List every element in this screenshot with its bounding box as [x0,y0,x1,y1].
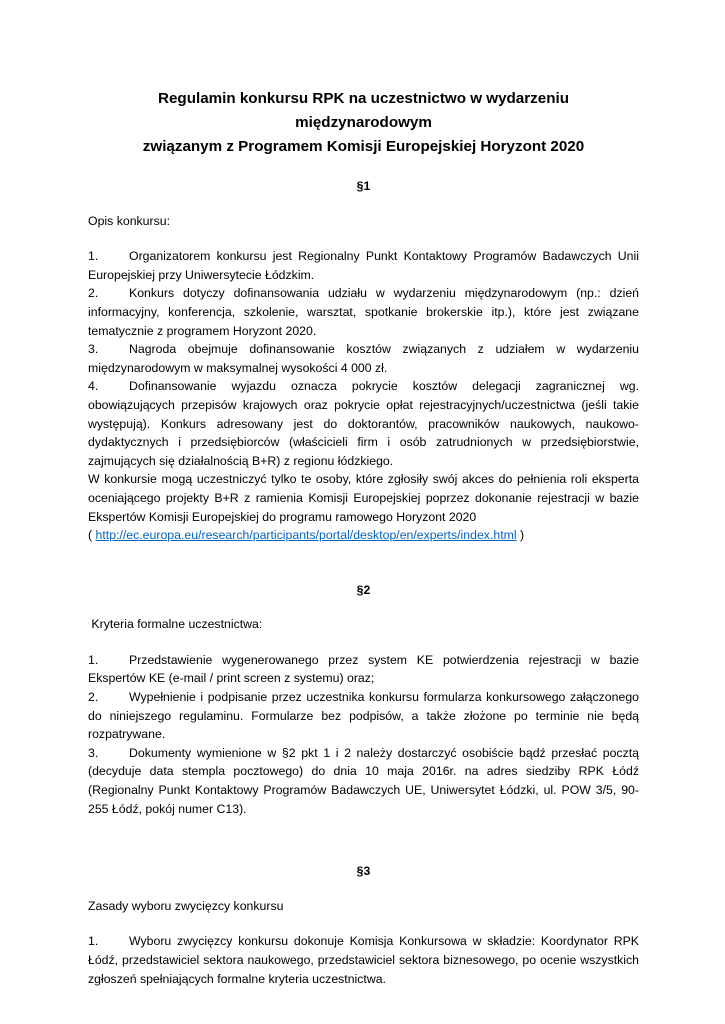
section-2-heading: Kryteria formalne uczestnictwa: [88,617,263,632]
section-3-mark: §3 [356,864,371,879]
item-number: 1. [88,934,99,949]
link-open-paren: ( [88,528,96,543]
item-text: Wyboru zwycięzcy konkursu dokonuje Komisja Konkursowa w składzie: Koordynator RPK Łódź, przedstawiciel sektora naukowego, przedstawiciel sektora biznesowego, po ocenie wszystkich zgłoszeń spełniających formalne kryteria uczestnictwa. [88,934,639,986]
spacer [88,818,639,862]
section-2-item-2 [88,688,639,744]
experts-database-link[interactable]: http://ec.europa.eu/research/participants/portal/desktop/en/experts/index.html [95,528,517,543]
section-2-item-3 [88,744,639,818]
item-text: Konkurs dotyczy dofinansowania udziału w wydarzeniu międzynarodowym (np.: dzień informacyjny, konferencja, szkolenie, warsztat, spotkanie brokerskie itp.), które jest związane tematycznie z programem Horyzont 2020. [88,286,639,338]
link-close-paren: ) [516,528,525,543]
section-1-mark: §1 [356,179,371,193]
section-3-item-1 [88,932,639,988]
item-text: Wypełnienie i podpisanie przez uczestnika konkursu formularza konkursowego załączonego do niniejszego regulaminu. Formularze bez podpisów, a także złożone po terminie nie będą rozpatrywane. [88,690,639,742]
section-1-item-4 [88,377,639,470]
section-1-item-1 [88,247,639,284]
title-line-1: Regulamin konkursu RPK na uczestnictwo w wydarzeniu międzynarodowym [158,90,569,131]
item-number: 3. [88,745,99,760]
item-text: Organizatorem konkursu jest Regionalny Punkt Kontaktowy Programów Badawczych Unii Europejskiej przy Uniwersytecie Łódzkim. [88,249,639,282]
item-number: 4. [88,379,99,394]
item-text: Dokumenty wymienione w §2 pkt 1 i 2 należy dostarczyć osobiście bądź przesłać pocztą (decyduje data stempla pocztowego) do dnia 10 maja 2016r. na adres siedziby RPK Łódź (Regionalny Punkt Kontaktowy Programów Badawczych UE, Uniwersytet Łódzki, ul. POW 3/5, 90-255 Łódź, pokój numer C13). [88,745,639,816]
section-1-item-2 [88,284,639,340]
item-text: Dofinansowanie wyjazdu oznacza pokrycie kosztów delegacji zagranicznej wg. obowiązujących przepisów krajowych oraz pokrycie opłat rejestracyjnych/uczestnictwa (jeśli takie występują). Konkurs adresowany jest do doktorantów, pracowników naukowych, naukowo-dydaktycznych i przedsiębiorców (właścicieli firm i osób zatrudnionych w przedsiębiorstwie, zajmujących się działalnością B+R) z regionu łódzkiego. [88,379,639,468]
item-number: 2. [88,690,99,705]
experts-link-line [88,526,639,545]
document-title [88,87,639,159]
item-number: 1. [88,652,99,667]
section-1-closing-paragraph: W konkursie mogą uczestniczyć tylko te osoby, które zgłosiły swój akces do pełnienia roli eksperta oceniającego projekty B+R z ramienia Komisji Europejskiej poprzez dokonanie rejestracji w bazie Ekspertów Komisji Europejskiej do programu ramowego Horyzont 2020 [88,472,639,524]
item-number: 3. [88,342,99,357]
item-text: Przedstawienie wygenerowanego przez system KE potwierdzenia rejestracji w bazie Ekspertów KE (e-mail / print screen z systemu) oraz; [88,652,639,686]
spacer [88,545,639,581]
item-number: 1. [88,249,99,264]
section-2-mark: §2 [356,582,371,597]
section-1-heading: Opis konkursu: [88,213,171,228]
document-page [88,87,639,988]
section-2-item-1 [88,651,639,688]
item-text: Nagroda obejmuje dofinansowanie kosztów związanych z udziałem w wydarzeniu międzynarodowym w maksymalnej wysokości 4 000 zł. [88,342,639,375]
title-line-2: związanym z Programem Komisji Europejskiej Horyzont 2020 [142,138,585,155]
section-3-heading: Zasady wyboru zwycięzcy konkursu [88,898,284,913]
item-number: 2. [88,286,99,301]
section-1-item-3 [88,340,639,377]
